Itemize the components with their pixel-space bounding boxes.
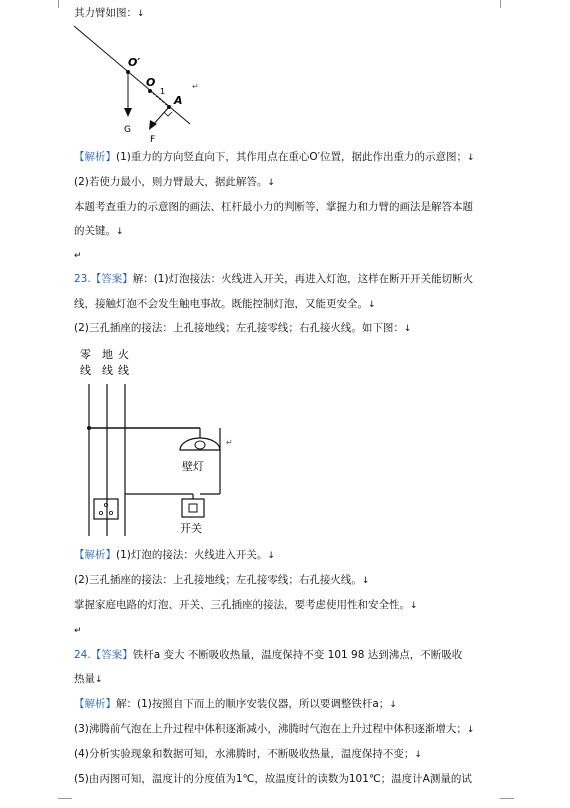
junction-dot	[87, 426, 91, 430]
doc-line: 【解析】(1)重力的方向竖直向下，其作用点在重心O′位置，据此作出重力的示意图；↓	[74, 151, 475, 163]
label-neutral-2: 线	[80, 364, 91, 377]
crop-mark-bottom-left	[58, 798, 72, 799]
lever-rod	[74, 26, 190, 124]
socket-box	[94, 499, 118, 519]
return-mark: ↵	[74, 626, 82, 636]
doc-line: 线，接触灯泡不会发生触电事故。既能控制灯泡，又能更安全。↓	[74, 298, 376, 310]
crop-mark-top-left	[58, 0, 59, 8]
return-mark: ↵	[226, 438, 233, 447]
paragraph-mark: ↓	[467, 153, 475, 163]
paragraph-mark: ↓	[466, 725, 475, 735]
return-mark: ↵	[192, 82, 199, 91]
doc-line: 【解析】解：(1)按照自下而上的顺序安装仪器，所以要调整铁杆a；↓	[74, 698, 397, 710]
socket-hole-left	[99, 511, 102, 514]
circuit-diagram	[70, 344, 240, 540]
label-1: 1	[160, 87, 166, 96]
paragraph-mark: ↓	[368, 300, 376, 310]
paragraph-mark: ↓	[403, 324, 412, 334]
right-angle-mark	[164, 112, 172, 116]
lamp-label: 壁灯	[182, 460, 204, 473]
paragraph-mark: ↓	[361, 576, 370, 586]
doc-line: 热量↓	[74, 673, 103, 685]
crop-mark-bottom-right	[500, 798, 514, 799]
label-o: O	[146, 76, 156, 89]
switch-button	[189, 504, 197, 512]
label-neutral-1: 零	[80, 348, 91, 361]
doc-line: (3)沸腾前气泡在上升过程中体积逐渐减小，沸腾时气泡在上升过程中体积逐渐增大；↓	[74, 723, 475, 735]
doc-line: (2)若使力最小，则力臂最大，据此解答。↓	[74, 176, 275, 188]
paragraph-mark: ↓	[95, 675, 103, 685]
lever-diagram	[70, 22, 210, 150]
label-g: G	[124, 125, 131, 135]
paragraph-mark: ↓	[414, 750, 422, 760]
paragraph-mark: ↓	[410, 601, 418, 611]
doc-line: 24.【答案】铁杆a 变大 不断吸收热量，温度保持不变 101 98 达到沸点，不断吸收	[74, 649, 463, 661]
doc-line	[74, 248, 82, 263]
lamp-shade	[180, 438, 220, 450]
doc-line: 23.【答案】解：(1)灯泡接法：火线进入开关，再进入灯泡，这样在断开开关能切断火	[74, 273, 474, 285]
paragraph-mark: ↓	[267, 551, 275, 561]
doc-line: (2)三孔插座的接法：上孔接地线；左孔接零线；右孔接火线。↓	[74, 574, 370, 586]
doc-line: 【解析】(1)灯泡的接法：火线进入开关。↓	[74, 549, 275, 561]
doc-line: (4)分析实验现象和数据可知，水沸腾时，不断吸收热量，温度保持不变；↓	[74, 748, 422, 760]
label-earth-2: 线	[102, 364, 113, 377]
label-earth-1: 地	[102, 348, 113, 361]
doc-line: 的关键。↓	[74, 225, 124, 237]
label-f: F	[150, 135, 156, 145]
paragraph-mark: ↓	[116, 227, 124, 237]
return-mark: ↵	[74, 251, 82, 261]
doc-line: (5)由丙图可知，温度计的分度值为1℃，故温度计的读数为101℃；温度计A测量的试	[74, 773, 472, 785]
lamp-bulb	[195, 441, 205, 449]
doc-line: 其力臂如图：↓	[74, 7, 145, 19]
doc-line	[74, 623, 82, 638]
label-live-1: 火	[118, 348, 129, 361]
switch-box	[182, 499, 204, 517]
doc-line: 掌握家庭电路的灯泡、开关、三孔插座的接法，要考虑使用性和安全性。↓	[74, 599, 418, 611]
socket-hole-right	[109, 511, 112, 514]
label-live-2: 线	[118, 364, 129, 377]
crop-mark-top-right	[500, 0, 501, 8]
paragraph-mark: ↓	[389, 700, 397, 710]
paragraph-mark: ↓	[137, 9, 145, 19]
label-o-prime: O′	[128, 56, 141, 69]
paragraph-mark: ↓	[267, 178, 275, 188]
switch-label: 开关	[180, 522, 202, 535]
doc-line: (2)三孔插座的接法：上孔接地线；左孔接零线；右孔接火线。如下图：↓	[74, 322, 412, 334]
doc-line: 本题考查重力的示意图的画法、杠杆最小力的判断等，掌握力和力臂的画法是解答本题	[74, 201, 473, 213]
label-a: A	[174, 94, 183, 107]
gravity-arrowhead	[124, 108, 132, 117]
